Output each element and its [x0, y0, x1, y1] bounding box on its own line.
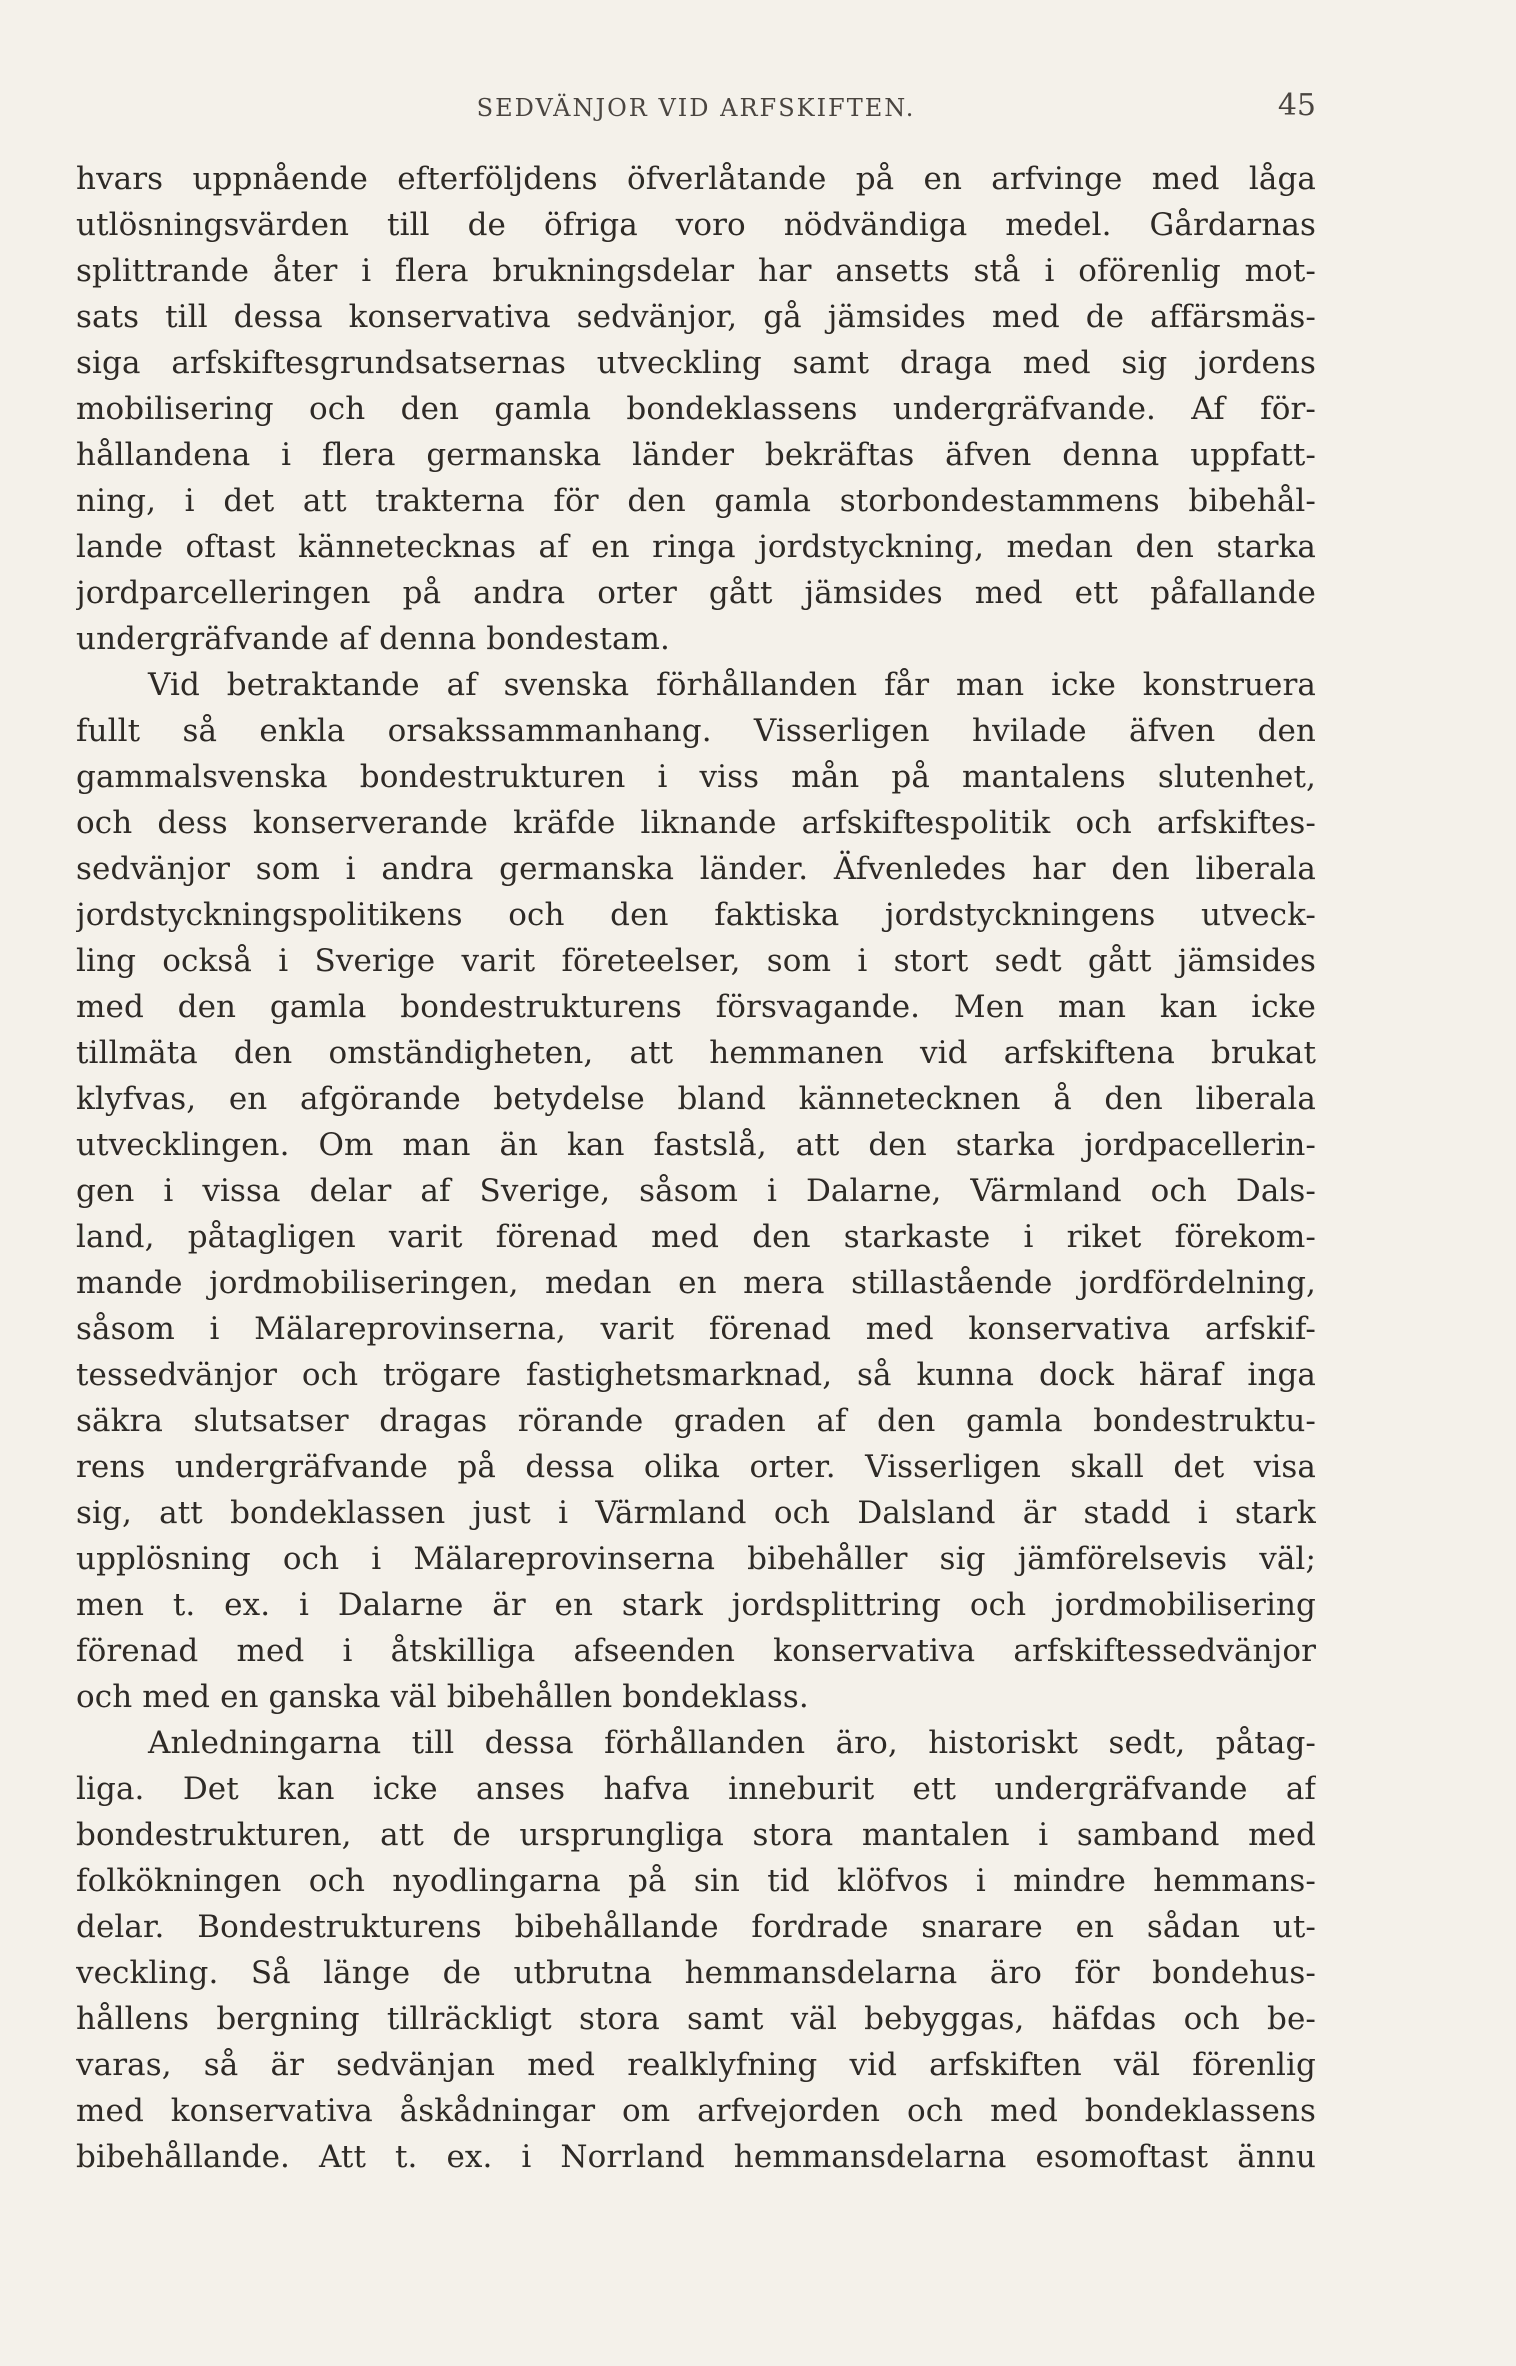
text-line: lande oftast kännetecknas af en ringa jordstyckning, medan den starka: [76, 529, 1316, 565]
text-line: ning, i det att trakterna för den gamla storbondestammens bibehål-: [76, 483, 1316, 519]
text-line: sedvänjor som i andra germanska länder. Äfvenledes har den liberala: [76, 851, 1316, 887]
text-line: sig, att bondeklassen just i Värmland och Dalsland är stadd i stark: [76, 1495, 1316, 1531]
text-line: såsom i Mälareprovinserna, varit förenad med konservativa arfskif-: [76, 1311, 1316, 1347]
text-line: land, påtagligen varit förenad med den starkaste i riket förekom-: [76, 1219, 1316, 1255]
page-header: [76, 88, 1316, 138]
text-line: jordparcelleringen på andra orter gått jämsides med ett påfallande: [76, 575, 1316, 611]
text-line: tillmäta den omständigheten, att hemmanen vid arfskiftena brukat: [76, 1035, 1316, 1071]
text-line: och dess konserverande kräfde liknande arfskiftespolitik och arfskiftes-: [76, 805, 1316, 841]
paragraph-start-line: Vid betraktande af svenska förhållanden får man icke konstruera: [148, 667, 1316, 703]
text-line: mande jordmobiliseringen, medan en mera stillastående jordfördelning,: [76, 1265, 1316, 1301]
text-line: bibehållande. Att t. ex. i Norrland hemmansdelarna esomoftast ännu: [76, 2139, 1316, 2175]
text-line: ling också i Sverige varit företeelser, som i stort sedt gått jämsides: [76, 943, 1316, 979]
text-line: veckling. Så länge de utbrutna hemmansdelarna äro för bondehus-: [76, 1955, 1316, 1991]
text-line: upplösning och i Mälareprovinserna bibehåller sig jämförelsevis väl;: [76, 1541, 1316, 1577]
text-line: gen i vissa delar af Sverige, såsom i Dalarne, Värmland och Dals-: [76, 1173, 1316, 1209]
paragraph-start-line: Anledningarna till dessa förhållanden äro, historiskt sedt, påtag-: [148, 1725, 1316, 1761]
text-line: klyfvas, en afgörande betydelse bland kännetecknen å den liberala: [76, 1081, 1316, 1117]
text-line: undergräfvande af denna bondestam.: [76, 621, 670, 657]
text-line: gammalsvenska bondestrukturen i viss mån på mantalens slutenhet,: [76, 759, 1316, 795]
text-line: mobilisering och den gamla bondeklassens undergräfvande. Af för-: [76, 391, 1316, 427]
text-line: hållandena i flera germanska länder bekräftas äfven denna uppfatt-: [76, 437, 1316, 473]
body-text: [76, 156, 1316, 2180]
text-line: siga arfskiftesgrundsatsernas utveckling samt draga med sig jordens: [76, 345, 1316, 381]
text-line: delar. Bondestrukturens bibehållande fordrade snarare en sådan ut-: [76, 1909, 1316, 1945]
text-line: splittrande åter i flera brukningsdelar har ansetts stå i oförenlig mot-: [76, 253, 1316, 289]
text-line: hvars uppnående efterföljdens öfverlåtande på en arfvinge med låga: [76, 161, 1316, 197]
text-line: bondestrukturen, att de ursprungliga stora mantalen i samband med: [76, 1817, 1316, 1853]
text-line: hållens bergning tillräckligt stora samt väl bebyggas, häfdas och be-: [76, 2001, 1316, 2037]
running-title: SEDVÄNJOR VID ARFSKIFTEN.: [476, 94, 916, 122]
text-line: rens undergräfvande på dessa olika orter. Visserligen skall det visa: [76, 1449, 1316, 1485]
text-line: med konservativa åskådningar om arfvejorden och med bondeklassens: [76, 2093, 1316, 2129]
page-number: 45: [1277, 88, 1316, 123]
text-line: och med en ganska väl bibehållen bondeklass.: [76, 1679, 809, 1715]
text-line: men t. ex. i Dalarne är en stark jordsplittring och jordmobilisering: [76, 1587, 1316, 1623]
text-line: folkökningen och nyodlingarna på sin tid klöfvos i mindre hemmans-: [76, 1863, 1316, 1899]
text-line: liga. Det kan icke anses hafva inneburit ett undergräfvande af: [76, 1771, 1316, 1807]
text-line: fullt så enkla orsakssammanhang. Visserligen hvilade äfven den: [76, 713, 1316, 749]
text-line: med den gamla bondestrukturens försvagande. Men man kan icke: [76, 989, 1316, 1025]
text-line: jordstyckningspolitikens och den faktiska jordstyckningens utveck-: [76, 897, 1316, 933]
text-line: tessedvänjor och trögare fastighetsmarknad, så kunna dock häraf inga: [76, 1357, 1316, 1393]
text-line: utlösningsvärden till de öfriga voro nödvändiga medel. Gårdarnas: [76, 207, 1316, 243]
text-line: utvecklingen. Om man än kan fastslå, att den starka jordpacellerin-: [76, 1127, 1316, 1163]
text-line: säkra slutsatser dragas rörande graden af den gamla bondestruktu-: [76, 1403, 1316, 1439]
text-line: varas, så är sedvänjan med realklyfning vid arfskiften väl förenlig: [76, 2047, 1316, 2083]
text-line: förenad med i åtskilliga afseenden konservativa arfskiftessedvänjor: [76, 1633, 1316, 1669]
text-line: sats till dessa konservativa sedvänjor, gå jämsides med de affärsmäs-: [76, 299, 1316, 335]
